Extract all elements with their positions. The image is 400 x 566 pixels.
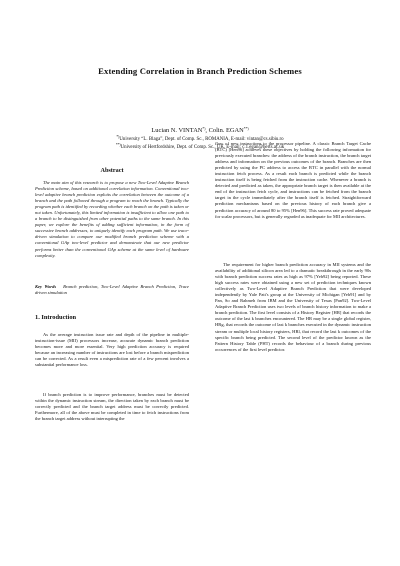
- affiliation-2-marker: **): [115, 143, 121, 147]
- abstract-heading: Abstract: [100, 167, 124, 174]
- author-2-marker: **): [243, 127, 249, 131]
- author-separator: ,: [205, 127, 209, 134]
- intro-paragraph-1: As the average instruction issue rate and depth of the pipeline in multiple-instruction-issue (MII) processors increase, accurate dynamic branch prediction becomes more and more essential. Very high prediction accuracy is required because an increasing number of instructions are lost before a branch misprediction can be corrected. As a result even a misprediction rate of a few percent involves a substantial performance loss.: [35, 332, 189, 368]
- keywords-label: Key Words: [35, 284, 57, 289]
- affiliation-2-text: University of Hertfordshire, Dept. of Comp. Sc., UK, E-mail: c.1.egan@herts.ac.uk: [120, 145, 285, 150]
- affiliation-1-text: University “L. Blaga”, Dept. of Comp. Sc., ROMANIA, E-mail: vintan@cs.sibiu.ro: [119, 137, 284, 142]
- abstract-body: The main aim of this research is to propose a new Two-Level Adaptive Branch Prediction scheme, based on additional correlation information. Conventional two-level adaptive branch prediction exploits the correlation between the outcome of a branch and the path followed through a program to reach the branch. Typically the program path is identified by recording whether each branch on the path is taken or not taken. Unfortunately, this limited information is insufficient to allow one path to a branch to be distinguished from other potential paths to the same branch. In this paper, we explore the benefits of adding sufficient information, in the form of successive branch addresses, to uniquely identify each program path. We use trace-driven simulation to compare our modified branch prediction scheme with a conventional GAp two-level predictor and demonstrate that our new predictor performs better than the conventional GAp scheme at the same level of hardware complexity.: [35, 180, 189, 258]
- author-2: Colin. EGAN: [208, 127, 244, 134]
- affiliation-1-marker: *): [116, 135, 120, 139]
- paper-title: Extending Correlation in Branch Prediction Schemes: [98, 66, 302, 76]
- author-1: Lucian N. VINTAN: [151, 127, 203, 134]
- right-column-paragraph-1: flow of new instructions to the processor pipeline. A classic Branch Target Cache (BTC) [Hen96] achieves these objectives by holding the following information for previously executed branches: the address of the branch instruction, the branch target address and information on the previous outcomes of the branch. Branches are then predicted by using the PC address to access the BTC in parallel with the normal instruction fetch process. As a result each branch is predicted while the branch instruction itself is being fetched from the instruction cache. Whenever a branch is detected and predicted as taken, the appropriate branch target is then available at the end of the instruction fetch cycle, and instructions can be fetched from the branch target in the cycle immediately after the branch itself is fetched. Straightforward prediction mechanisms based on the previous history of each branch give a prediction accuracy of around 80 to 95% [Hen96]. This success rate proved adequate for scalar processors, but is generally regarded as inadequate for MII architectures.: [215, 141, 371, 219]
- author-line: [0, 127, 400, 134]
- author-1-marker: *): [202, 127, 206, 131]
- right-column-paragraph-2: The requirement for higher branch prediction accuracy in MII systems and the availability of additional silicon area led to a dramatic breakthrough in the early 90s with branch prediction success rates as high as 97% [Yeh92] being reported. These high success rates were obtained using a new set of prediction techniques known collectively as Two-Level Adaptive Branch Prediction that were developed independently by Yale Patt's group at the University of Michigan [Yeh91] and by Pan, So and Rahmeh from IBM and the University of Texas [Pan92]. Two-Level Adaptive Branch Prediction uses two levels of branch history information to make a branch prediction. The first level consists of a History Register [HR] that records the outcome of the last k branches encountered. The HR may be a single global register, HRg, that records the outcome of last k branches executed in the dynamic instruction stream or multiple local history registers, HRl, that record the last k outcomes of the specific branch being predicted. The second level of the predictor known as the Pattern History Table (PHT) records the behaviour of a branch during previous occurrences of the first level predictor.: [215, 262, 371, 352]
- keywords-text: Branch prediction, Two-Level Adaptive Branch Prediction, Trace driven simulation: [35, 284, 189, 296]
- keywords: [35, 284, 189, 296]
- intro-paragraph-2: If branch prediction is to improve performance, branches must be detected within the dynamic instruction stream, the direction taken by each branch must be correctly predicted and the branch target address must be correctly predicted. Furthermore, all of the above must be completed in time to fetch instructions from the branch target address without interrupting the: [35, 392, 189, 422]
- section-heading-introduction: 1. Introduction: [35, 314, 77, 321]
